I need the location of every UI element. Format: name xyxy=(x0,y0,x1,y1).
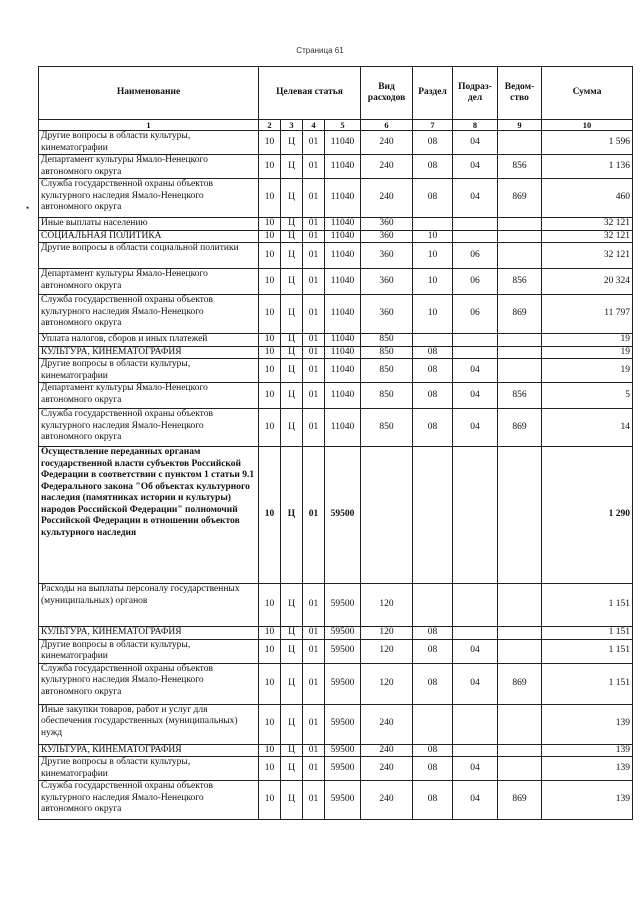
target-code-2: Ц xyxy=(281,334,303,347)
department-cell: 869 xyxy=(498,781,542,820)
section-cell: 08 xyxy=(413,639,453,663)
section-cell: 08 xyxy=(413,383,453,409)
sum-cell: 139 xyxy=(542,757,633,781)
department-cell xyxy=(498,584,542,627)
subsection-cell: 04 xyxy=(453,757,498,781)
expense-type-cell: 360 xyxy=(361,230,413,243)
subsection-cell: 06 xyxy=(453,243,498,269)
target-code-4: 59500 xyxy=(325,627,361,640)
table-row xyxy=(39,179,633,218)
subsection-cell xyxy=(453,218,498,231)
target-code-1: 10 xyxy=(259,295,281,334)
table-row xyxy=(39,409,633,447)
stray-mark: • xyxy=(26,203,30,213)
target-code-4: 11040 xyxy=(325,269,361,295)
sum-cell: 32 121 xyxy=(542,218,633,231)
subsection-cell: 04 xyxy=(453,179,498,218)
table-row xyxy=(39,663,633,704)
column-number: 5 xyxy=(325,120,361,131)
item-name: Департамент культуры Ямало-Ненецкого автономного округа xyxy=(39,155,259,179)
sum-cell: 1 596 xyxy=(542,131,633,155)
section-cell: 08 xyxy=(413,744,453,757)
target-code-2: Ц xyxy=(281,359,303,383)
target-code-3: 01 xyxy=(303,757,325,781)
table-row xyxy=(39,447,633,584)
sum-cell: 32 121 xyxy=(542,230,633,243)
target-code-3: 01 xyxy=(303,409,325,447)
target-code-4: 59500 xyxy=(325,639,361,663)
budget-table xyxy=(38,66,633,820)
target-code-2: Ц xyxy=(281,663,303,704)
target-code-1: 10 xyxy=(259,447,281,584)
table-row xyxy=(39,359,633,383)
target-code-4: 59500 xyxy=(325,744,361,757)
department-cell xyxy=(498,447,542,584)
item-name: Служба государственной охраны объектов культурного наследия Ямало-Ненецкого автономного округа xyxy=(39,409,259,447)
target-code-2: Ц xyxy=(281,179,303,218)
section-cell: 08 xyxy=(413,757,453,781)
table-row xyxy=(39,334,633,347)
target-code-3: 01 xyxy=(303,383,325,409)
sum-cell: 19 xyxy=(542,359,633,383)
table-row xyxy=(39,639,633,663)
table-row xyxy=(39,383,633,409)
department-cell xyxy=(498,243,542,269)
expense-type-cell: 240 xyxy=(361,744,413,757)
column-number: 9 xyxy=(498,120,542,131)
subsection-cell: 04 xyxy=(453,409,498,447)
item-name: Другие вопросы в области социальной политики xyxy=(39,243,259,269)
table-row xyxy=(39,131,633,155)
department-cell: 869 xyxy=(498,663,542,704)
expense-type-cell: 120 xyxy=(361,627,413,640)
table-row xyxy=(39,704,633,744)
target-code-3: 01 xyxy=(303,627,325,640)
table-body xyxy=(39,131,633,820)
header-row xyxy=(39,67,633,120)
item-name: КУЛЬТУРА, КИНЕМАТОГРАФИЯ xyxy=(39,346,259,359)
target-code-2: Ц xyxy=(281,704,303,744)
department-cell: 856 xyxy=(498,269,542,295)
target-code-4: 11040 xyxy=(325,383,361,409)
target-code-4: 11040 xyxy=(325,334,361,347)
target-code-1: 10 xyxy=(259,243,281,269)
section-cell: 10 xyxy=(413,243,453,269)
sum-cell: 1 290 xyxy=(542,447,633,584)
target-code-3: 01 xyxy=(303,155,325,179)
target-code-1: 10 xyxy=(259,218,281,231)
item-name: Служба государственной охраны объектов культурного наследия Ямало-Ненецкого автономного округа xyxy=(39,781,259,820)
item-name: КУЛЬТУРА, КИНЕМАТОГРАФИЯ xyxy=(39,627,259,640)
target-code-3: 01 xyxy=(303,131,325,155)
expense-type-cell: 360 xyxy=(361,269,413,295)
expense-type-cell: 120 xyxy=(361,663,413,704)
table-row xyxy=(39,230,633,243)
sum-cell: 1 151 xyxy=(542,663,633,704)
target-code-1: 10 xyxy=(259,409,281,447)
target-code-2: Ц xyxy=(281,781,303,820)
target-code-1: 10 xyxy=(259,359,281,383)
target-code-3: 01 xyxy=(303,269,325,295)
target-code-4: 59500 xyxy=(325,781,361,820)
sum-cell: 19 xyxy=(542,334,633,347)
expense-type-cell: 240 xyxy=(361,757,413,781)
subsection-cell: 06 xyxy=(453,269,498,295)
department-cell: 856 xyxy=(498,383,542,409)
target-code-4: 59500 xyxy=(325,447,361,584)
target-code-4: 11040 xyxy=(325,131,361,155)
target-code-1: 10 xyxy=(259,757,281,781)
section-cell xyxy=(413,334,453,347)
target-code-1: 10 xyxy=(259,627,281,640)
expense-type-cell: 850 xyxy=(361,346,413,359)
department-cell: 869 xyxy=(498,179,542,218)
target-code-3: 01 xyxy=(303,704,325,744)
section-cell: 08 xyxy=(413,781,453,820)
target-code-2: Ц xyxy=(281,627,303,640)
section-cell xyxy=(413,584,453,627)
expense-type-cell: 360 xyxy=(361,218,413,231)
table-row xyxy=(39,744,633,757)
target-code-3: 01 xyxy=(303,744,325,757)
section-cell: 08 xyxy=(413,359,453,383)
table-row xyxy=(39,781,633,820)
expense-type-cell: 360 xyxy=(361,295,413,334)
section-cell: 08 xyxy=(413,627,453,640)
section-cell xyxy=(413,704,453,744)
header-name: Наименование xyxy=(39,67,259,120)
section-cell: 08 xyxy=(413,409,453,447)
sum-cell: 19 xyxy=(542,346,633,359)
column-number: 3 xyxy=(281,120,303,131)
table-row xyxy=(39,155,633,179)
table-row xyxy=(39,269,633,295)
expense-type-cell: 240 xyxy=(361,155,413,179)
expense-type-cell: 240 xyxy=(361,131,413,155)
sum-cell: 5 xyxy=(542,383,633,409)
target-code-1: 10 xyxy=(259,179,281,218)
table-row xyxy=(39,295,633,334)
subsection-cell xyxy=(453,447,498,584)
department-cell xyxy=(498,334,542,347)
target-code-2: Ц xyxy=(281,295,303,334)
target-code-4: 11040 xyxy=(325,230,361,243)
target-code-2: Ц xyxy=(281,447,303,584)
target-code-3: 01 xyxy=(303,663,325,704)
target-code-2: Ц xyxy=(281,409,303,447)
target-code-1: 10 xyxy=(259,269,281,295)
target-code-3: 01 xyxy=(303,781,325,820)
subsection-cell xyxy=(453,230,498,243)
sum-cell: 1 151 xyxy=(542,584,633,627)
department-cell xyxy=(498,704,542,744)
target-code-4: 59500 xyxy=(325,757,361,781)
sum-cell: 1 136 xyxy=(542,155,633,179)
target-code-1: 10 xyxy=(259,639,281,663)
department-cell xyxy=(498,744,542,757)
subsection-cell: 04 xyxy=(453,639,498,663)
section-cell: 08 xyxy=(413,663,453,704)
department-cell xyxy=(498,230,542,243)
table-row xyxy=(39,346,633,359)
expense-type-cell: 120 xyxy=(361,639,413,663)
target-code-3: 01 xyxy=(303,346,325,359)
target-code-1: 10 xyxy=(259,334,281,347)
subsection-cell: 04 xyxy=(453,781,498,820)
column-number: 10 xyxy=(542,120,633,131)
sum-cell: 139 xyxy=(542,704,633,744)
sum-cell: 139 xyxy=(542,781,633,820)
target-code-2: Ц xyxy=(281,218,303,231)
sum-cell: 32 121 xyxy=(542,243,633,269)
department-cell: 869 xyxy=(498,409,542,447)
item-name: Осуществление переданных органам государственной власти субъектов Российской Федерации в соответствии с пунктом 1 статьи 9.1 Федерального закона "Об объектах культурного наследия (памятниках истории и культуры) народов Российской Федерации" полномочий Российской Федерации в отношении объектов культурного наследия xyxy=(39,447,259,584)
expense-type-cell xyxy=(361,447,413,584)
department-cell xyxy=(498,639,542,663)
item-name: Другие вопросы в области культуры, кинематографии xyxy=(39,359,259,383)
section-cell: 08 xyxy=(413,131,453,155)
item-name: Департамент культуры Ямало-Ненецкого автономного округа xyxy=(39,269,259,295)
sum-cell: 460 xyxy=(542,179,633,218)
header-section: Раздел xyxy=(413,67,453,120)
target-code-1: 10 xyxy=(259,383,281,409)
item-name: Иные выплаты населению xyxy=(39,218,259,231)
target-code-3: 01 xyxy=(303,359,325,383)
department-cell: 856 xyxy=(498,155,542,179)
section-cell xyxy=(413,218,453,231)
target-code-3: 01 xyxy=(303,179,325,218)
target-code-4: 11040 xyxy=(325,295,361,334)
expense-type-cell: 850 xyxy=(361,334,413,347)
item-name: Служба государственной охраны объектов культурного наследия Ямало-Ненецкого автономного округа xyxy=(39,179,259,218)
subsection-cell xyxy=(453,704,498,744)
column-number: 4 xyxy=(303,120,325,131)
subsection-cell: 06 xyxy=(453,295,498,334)
expense-type-cell: 120 xyxy=(361,584,413,627)
target-code-2: Ц xyxy=(281,346,303,359)
target-code-3: 01 xyxy=(303,447,325,584)
target-code-2: Ц xyxy=(281,230,303,243)
expense-type-cell: 240 xyxy=(361,179,413,218)
sum-cell: 14 xyxy=(542,409,633,447)
department-cell xyxy=(498,218,542,231)
target-code-1: 10 xyxy=(259,744,281,757)
table-row xyxy=(39,243,633,269)
section-cell: 08 xyxy=(413,179,453,218)
table-row xyxy=(39,757,633,781)
sum-cell: 139 xyxy=(542,744,633,757)
sum-cell: 11 797 xyxy=(542,295,633,334)
item-name: Уплата налогов, сборов и иных платежей xyxy=(39,334,259,347)
target-code-2: Ц xyxy=(281,639,303,663)
target-code-1: 10 xyxy=(259,131,281,155)
target-code-4: 11040 xyxy=(325,409,361,447)
expense-type-cell: 240 xyxy=(361,704,413,744)
header-department: Ведом-ство xyxy=(498,67,542,120)
target-code-2: Ц xyxy=(281,269,303,295)
section-cell: 10 xyxy=(413,295,453,334)
target-code-3: 01 xyxy=(303,334,325,347)
section-cell: 08 xyxy=(413,346,453,359)
expense-type-cell: 850 xyxy=(361,409,413,447)
target-code-4: 59500 xyxy=(325,704,361,744)
item-name: Иные закупки товаров, работ и услуг для обеспечения государственных (муниципальных) нужд xyxy=(39,704,259,744)
expense-type-cell: 850 xyxy=(361,359,413,383)
target-code-3: 01 xyxy=(303,218,325,231)
column-number: 1 xyxy=(39,120,259,131)
section-cell: 10 xyxy=(413,269,453,295)
target-code-4: 59500 xyxy=(325,663,361,704)
target-code-1: 10 xyxy=(259,155,281,179)
subsection-cell: 04 xyxy=(453,155,498,179)
target-code-2: Ц xyxy=(281,383,303,409)
department-cell xyxy=(498,627,542,640)
target-code-3: 01 xyxy=(303,639,325,663)
subsection-cell xyxy=(453,744,498,757)
subsection-cell: 04 xyxy=(453,383,498,409)
column-number-row xyxy=(39,120,633,131)
item-name: Расходы на выплаты персоналу государственных (муниципальных) органов xyxy=(39,584,259,627)
item-name: Служба государственной охраны объектов культурного наследия Ямало-Ненецкого автономного округа xyxy=(39,663,259,704)
item-name: КУЛЬТУРА, КИНЕМАТОГРАФИЯ xyxy=(39,744,259,757)
expense-type-cell: 360 xyxy=(361,243,413,269)
subsection-cell xyxy=(453,346,498,359)
target-code-2: Ц xyxy=(281,744,303,757)
subsection-cell: 04 xyxy=(453,131,498,155)
target-code-2: Ц xyxy=(281,584,303,627)
item-name: Департамент культуры Ямало-Ненецкого автономного округа xyxy=(39,383,259,409)
table-row xyxy=(39,218,633,231)
header-sum: Сумма xyxy=(542,67,633,120)
table-row xyxy=(39,627,633,640)
expense-type-cell: 850 xyxy=(361,383,413,409)
table-row xyxy=(39,584,633,627)
subsection-cell: 04 xyxy=(453,359,498,383)
target-code-2: Ц xyxy=(281,131,303,155)
target-code-4: 59500 xyxy=(325,584,361,627)
column-number: 6 xyxy=(361,120,413,131)
target-code-4: 11040 xyxy=(325,179,361,218)
column-number: 8 xyxy=(453,120,498,131)
target-code-1: 10 xyxy=(259,781,281,820)
department-cell xyxy=(498,757,542,781)
target-code-1: 10 xyxy=(259,346,281,359)
department-cell xyxy=(498,346,542,359)
column-number: 2 xyxy=(259,120,281,131)
item-name: Другие вопросы в области культуры, кинематографии xyxy=(39,639,259,663)
target-code-4: 11040 xyxy=(325,346,361,359)
target-code-3: 01 xyxy=(303,243,325,269)
department-cell xyxy=(498,359,542,383)
subsection-cell xyxy=(453,334,498,347)
item-name: Другие вопросы в области культуры, кинематографии xyxy=(39,131,259,155)
target-code-4: 11040 xyxy=(325,359,361,383)
sum-cell: 1 151 xyxy=(542,639,633,663)
item-name: Другие вопросы в области культуры, кинематографии xyxy=(39,757,259,781)
item-name: СОЦИАЛЬНАЯ ПОЛИТИКА xyxy=(39,230,259,243)
section-cell: 08 xyxy=(413,155,453,179)
subsection-cell: 04 xyxy=(453,663,498,704)
sum-cell: 20 324 xyxy=(542,269,633,295)
target-code-4: 11040 xyxy=(325,155,361,179)
target-code-2: Ц xyxy=(281,155,303,179)
target-code-2: Ц xyxy=(281,243,303,269)
target-code-3: 01 xyxy=(303,295,325,334)
subsection-cell xyxy=(453,584,498,627)
header-target-article: Целевая статья xyxy=(259,67,361,120)
column-number: 7 xyxy=(413,120,453,131)
target-code-1: 10 xyxy=(259,704,281,744)
target-code-1: 10 xyxy=(259,663,281,704)
department-cell: 869 xyxy=(498,295,542,334)
subsection-cell xyxy=(453,627,498,640)
target-code-4: 11040 xyxy=(325,243,361,269)
target-code-3: 01 xyxy=(303,584,325,627)
sum-cell: 1 151 xyxy=(542,627,633,640)
expense-type-cell: 240 xyxy=(361,781,413,820)
header-subsection: Подраз-дел xyxy=(453,67,498,120)
target-code-2: Ц xyxy=(281,757,303,781)
item-name: Служба государственной охраны объектов культурного наследия Ямало-Ненецкого автономного округа xyxy=(39,295,259,334)
header-expense-type: Вид расходов xyxy=(361,67,413,120)
page-number: Страница 61 xyxy=(296,46,344,55)
section-cell: 10 xyxy=(413,230,453,243)
target-code-1: 10 xyxy=(259,230,281,243)
target-code-4: 11040 xyxy=(325,218,361,231)
department-cell xyxy=(498,131,542,155)
target-code-1: 10 xyxy=(259,584,281,627)
section-cell xyxy=(413,447,453,584)
target-code-3: 01 xyxy=(303,230,325,243)
